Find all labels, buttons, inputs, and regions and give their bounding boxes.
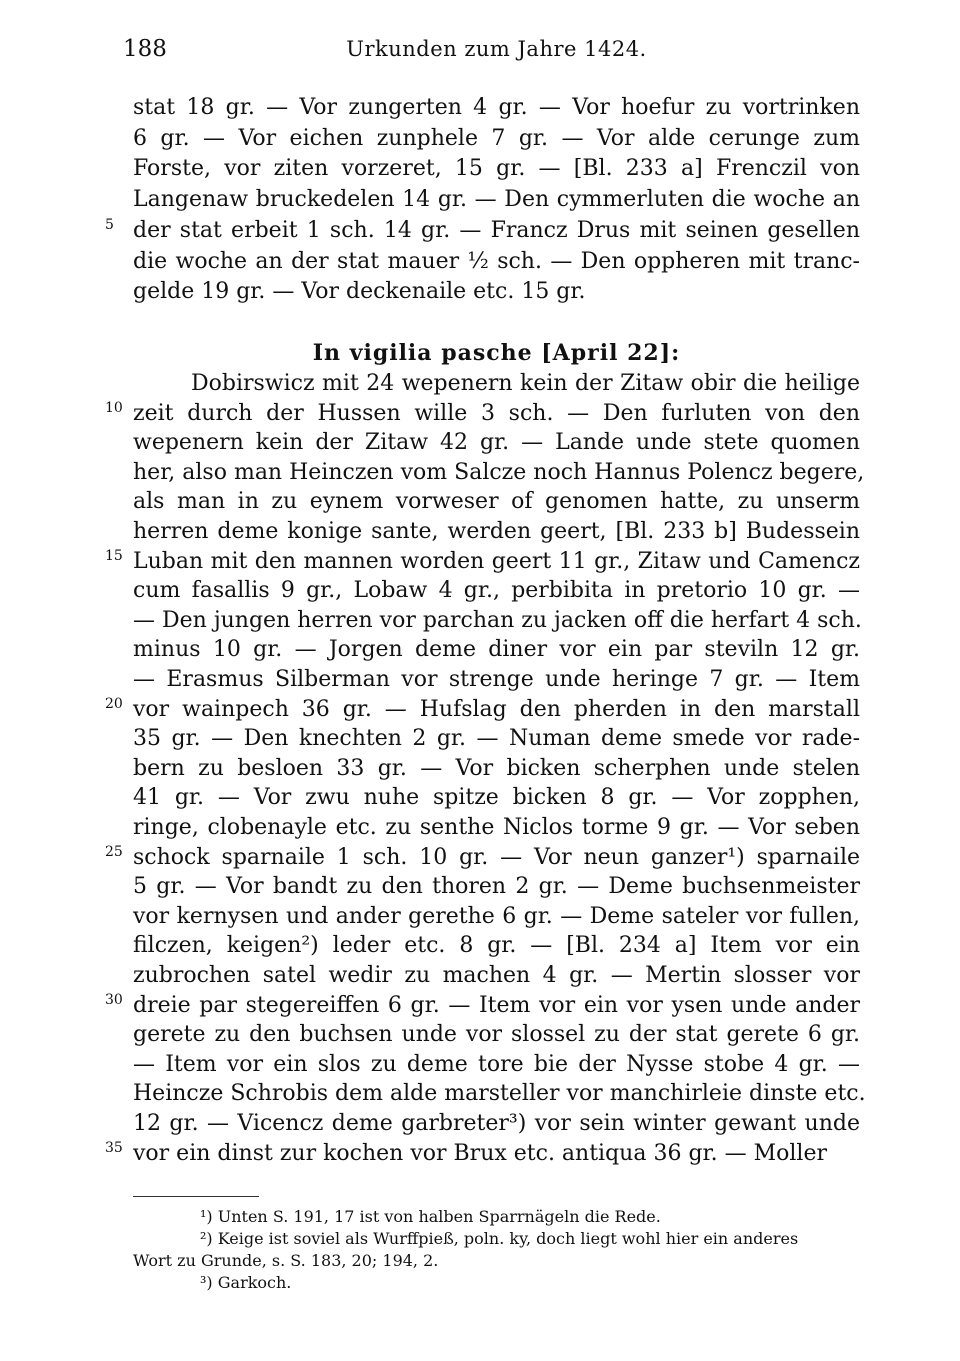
- text-line: Luban mit den mannen worden geert 11 gr., Zitaw und Camencz: [133, 548, 860, 574]
- running-title: Urkunden zum Jahre 1424.: [346, 37, 647, 61]
- text-line: — Erasmus Silberman vor strenge unde heringe 7 gr. — Item: [133, 667, 860, 692]
- page-header: [123, 36, 860, 70]
- text-line: wepenern kein der Zitaw 42 gr. — Lande unde stete quomen: [133, 430, 860, 456]
- text-line: Langenaw bruckedelen 14 gr. — Den cymmerluten die woche an: [133, 187, 860, 213]
- text-line: zeit durch der Hussen wille 3 sch. — Den furluten von den: [133, 400, 860, 426]
- text-line: vor ein dinst zur kochen vor Brux etc. antiqua 36 gr. — Moller: [133, 1140, 827, 1166]
- text-line: vor wainpech 36 gr. — Hufslag den pherden in den marstall: [133, 696, 860, 722]
- text-line: Heincze Schrobis dem alde marsteller vor manchirleie dinste etc.: [133, 1081, 866, 1107]
- text-line: schock sparnaile 1 sch. 10 gr. — Vor neun ganzer¹) sparnaile: [133, 844, 860, 870]
- line-number: 15: [105, 547, 123, 564]
- text-line: — Den jungen herren vor parchan zu jacken off die herfart 4 sch.: [133, 607, 862, 633]
- text-line: als man in zu eynem vorweser of genomen hatte, zu unserm: [133, 489, 860, 515]
- text-line: stat 18 gr. — Vor zungerten 4 gr. — Vor hoefur zu vortrinken: [133, 95, 860, 120]
- footnote-3: ³) Garkoch.: [200, 1273, 292, 1292]
- text-line: dreie par stegereiffen 6 gr. — Item vor ein vor ysen unde ander: [133, 992, 860, 1018]
- line-number: 20: [105, 695, 123, 712]
- text-line: die woche an der stat mauer ½ sch. — Den oppheren mit tranc-: [133, 248, 860, 274]
- text-line: der stat erbeit 1 sch. 14 gr. — Francz Drus mit seinen gesellen: [133, 217, 860, 243]
- text-line: filczen, keigen²) leder etc. 8 gr. — [Bl. 234 a] Item vor ein: [133, 933, 860, 959]
- text-line: — Item vor ein slos zu deme tore bie der Nysse stobe 4 gr. —: [133, 1051, 860, 1077]
- footnote-2-cont: Wort zu Grunde, s. S. 183, 20; 194, 2.: [133, 1251, 439, 1270]
- text-line: bern zu besloen 33 gr. — Vor bicken scherphen unde stelen: [133, 755, 860, 781]
- text-line: gelde 19 gr. — Vor deckenaile etc. 15 gr.: [133, 279, 586, 305]
- line-number: 25: [105, 843, 123, 860]
- footnote-2: ²) Keige ist soviel als Wurffpieß, poln. ky, doch liegt wohl hier ein anderes: [200, 1229, 799, 1248]
- text-line: gerete zu den buchsen unde vor slossel zu der stat gerete 6 gr.: [133, 1022, 860, 1048]
- line-number: 10: [105, 399, 123, 416]
- text-line: cum fasallis 9 gr., Lobaw 4 gr., perbibita in pretorio 10 gr. —: [133, 578, 860, 604]
- line-number: 35: [105, 1139, 123, 1156]
- footnote-1: ¹) Unten S. 191, 17 ist von halben Sparrnägeln die Rede.: [200, 1207, 661, 1226]
- line-number: 30: [105, 991, 123, 1008]
- section-heading: In vigilia pasche [April 22]:: [312, 340, 681, 366]
- line-number: 5: [105, 216, 114, 233]
- text-line: zubrochen satel wedir zu machen 4 gr. — Mertin slosser vor: [133, 963, 860, 988]
- footnote-rule: [133, 1196, 259, 1197]
- text-line: her, also man Heinczen vom Salcze noch Hannus Polencz begere,: [133, 459, 865, 485]
- text-line: Forste, vor ziten vorzeret, 15 gr. — [Bl. 233 a] Frenczil von: [133, 156, 860, 182]
- text-line: ringe, clobenayle etc. zu senthe Niclos torme 9 gr. — Vor seben: [133, 815, 860, 840]
- page-number: 188: [123, 36, 167, 62]
- text-line: Dobirswicz mit 24 wepenern kein der Zitaw obir die heilige: [191, 371, 860, 396]
- text-line: minus 10 gr. — Jorgen deme diner vor ein par steviln 12 gr.: [133, 637, 860, 663]
- text-line: herren deme konige sante, werden geert, [Bl. 233 b] Budessein: [133, 519, 860, 544]
- text-line: 12 gr. — Vicencz deme garbreter³) vor sein winter gewant unde: [133, 1111, 860, 1136]
- text-line: 6 gr. — Vor eichen zunphele 7 gr. — Vor alde cerunge zum: [133, 125, 860, 151]
- text-line: 35 gr. — Den knechten 2 gr. — Numan deme smede vor rade-: [133, 726, 860, 752]
- text-line: 5 gr. — Vor bandt zu den thoren 2 gr. — Deme buchsenmeister: [133, 874, 860, 900]
- text-line: vor kernysen und ander gerethe 6 gr. — Deme sateler vor fullen,: [133, 903, 860, 929]
- text-line: 41 gr. — Vor zwu nuhe spitze bicken 8 gr. — Vor zopphen,: [133, 785, 860, 811]
